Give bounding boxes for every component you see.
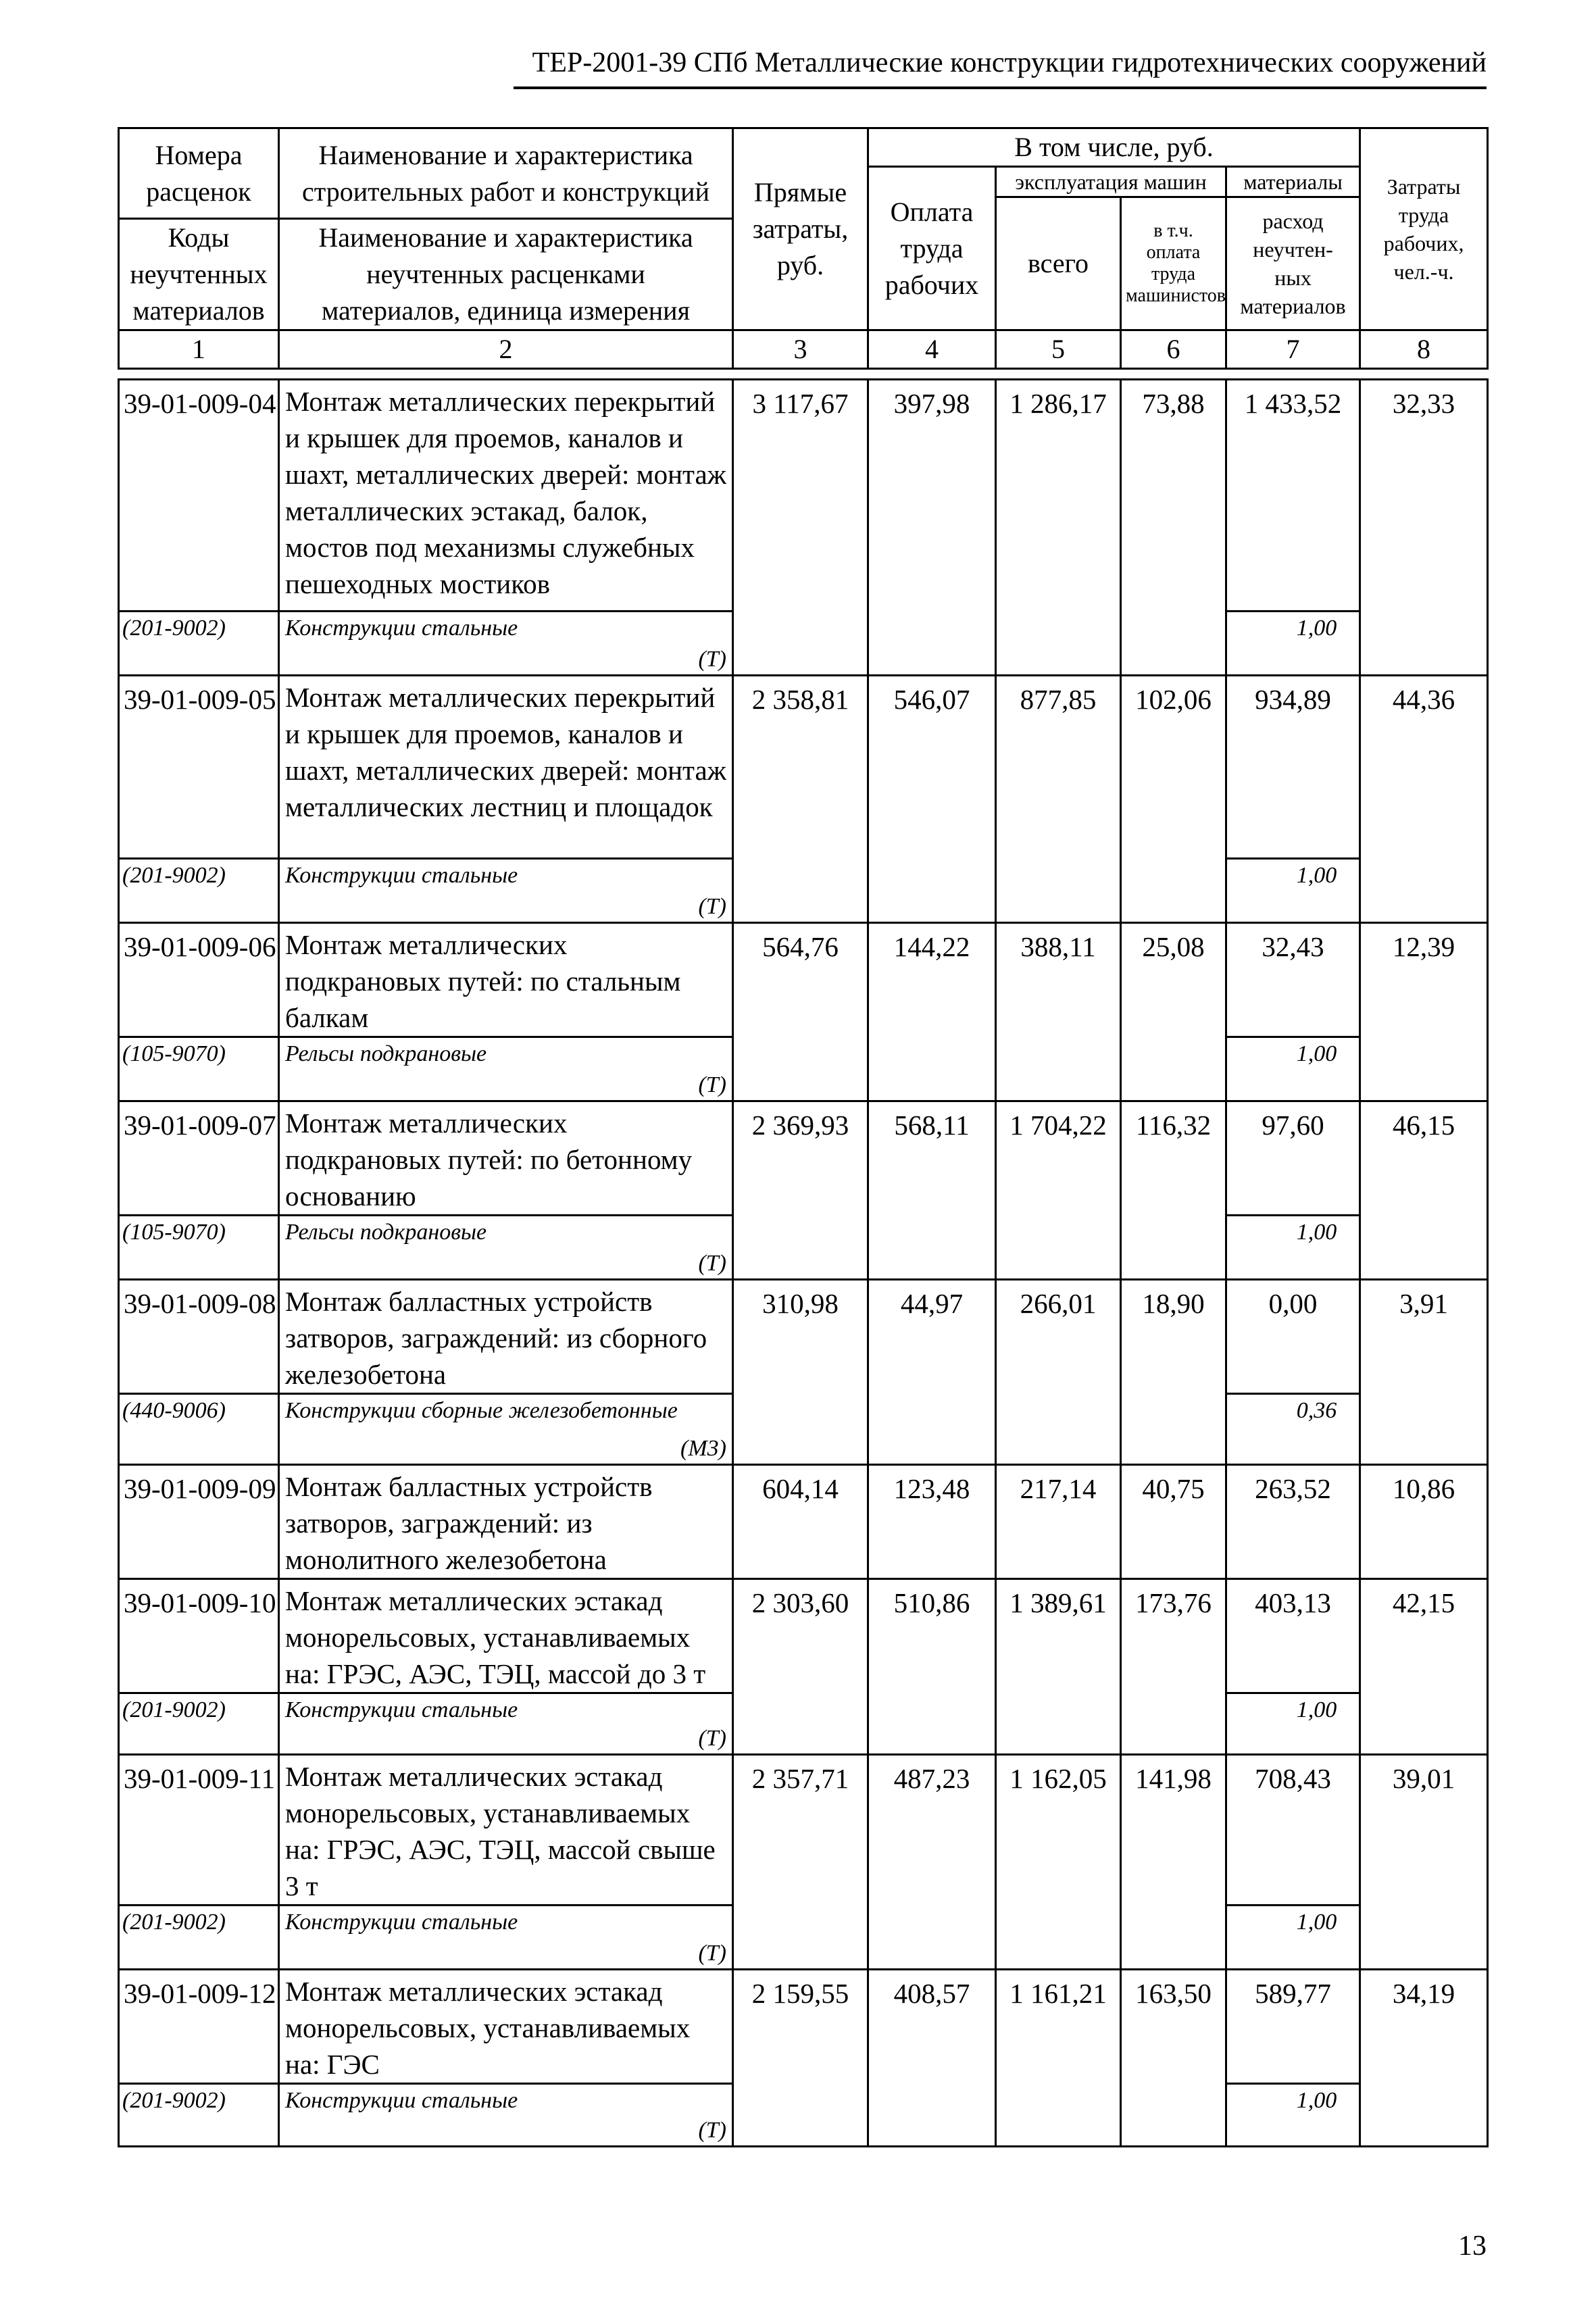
materials-cost: 403,13	[1226, 1579, 1360, 1693]
rate-code: 39-01-009-08	[119, 1280, 279, 1394]
material-name: Конструкции стальные (Т)	[279, 859, 733, 923]
rate-code: 39-01-009-06	[119, 923, 279, 1037]
labor-hours: 39,01	[1360, 1755, 1488, 1970]
header-work-name: Наименование и характеристика строительных работ и конструкций	[279, 128, 733, 219]
machines-total: 266,01	[996, 1280, 1121, 1465]
material-quantity: 1,00	[1226, 612, 1360, 676]
machines-total: 1 286,17	[996, 380, 1121, 676]
material-unit: (Т)	[698, 1726, 726, 1751]
rate-code: 39-01-009-07	[119, 1101, 279, 1216]
work-name: Монтаж металлических эстакад монорельсовых, устанавливаемых на: ГРЭС, АЭС, ТЭЦ, массой до 3 т	[279, 1579, 733, 1693]
labor-pay: 408,57	[868, 1970, 996, 2147]
machinist-pay: 18,90	[1121, 1280, 1226, 1465]
material-name: Конструкции стальные (Т)	[279, 612, 733, 676]
material-quantity: 1,00	[1226, 1216, 1360, 1280]
machinist-pay: 173,76	[1121, 1579, 1226, 1755]
machines-total: 1 704,22	[996, 1101, 1121, 1280]
machines-total: 388,11	[996, 923, 1121, 1101]
header-machinist-pay: в т.ч. оплата труда машинистов	[1121, 197, 1226, 330]
materials-cost: 0,00	[1226, 1280, 1360, 1394]
materials-cost: 263,52	[1226, 1465, 1360, 1579]
rate-code: 39-01-009-11	[119, 1755, 279, 1906]
machines-total: 877,85	[996, 676, 1121, 923]
table-row	[119, 923, 1488, 1037]
table-row	[119, 1280, 1488, 1394]
material-code: (201-9002)	[119, 612, 279, 676]
direct-costs: 2 159,55	[733, 1970, 868, 2147]
labor-pay: 510,86	[868, 1579, 996, 1755]
table-row	[119, 1970, 1488, 2084]
col-number: 5	[996, 330, 1121, 369]
header-including: В том числе, руб.	[868, 128, 1360, 167]
rate-code: 39-01-009-05	[119, 676, 279, 859]
labor-hours: 44,36	[1360, 676, 1488, 923]
materials-cost: 708,43	[1226, 1755, 1360, 1906]
labor-hours: 3,91	[1360, 1280, 1488, 1465]
direct-costs: 3 117,67	[733, 380, 868, 676]
direct-costs: 2 357,71	[733, 1755, 868, 1970]
running-head: ТЕР-2001-39 СПб Металлические конструкции гидротехнических сооружений	[532, 47, 1487, 78]
rate-code: 39-01-009-09	[119, 1465, 279, 1579]
header-labor-pay: Оплата труда рабочих	[868, 167, 996, 330]
header-rule	[514, 86, 1487, 89]
material-code: (105-9070)	[119, 1037, 279, 1101]
header-material-codes: Коды неучтенных материалов	[119, 219, 279, 330]
material-quantity: 0,36	[1226, 1394, 1360, 1465]
machines-total: 1 389,61	[996, 1579, 1121, 1755]
material-unit: (Т)	[698, 1251, 726, 1276]
machinist-pay: 40,75	[1121, 1465, 1226, 1579]
labor-hours: 10,86	[1360, 1465, 1488, 1579]
labor-pay: 546,07	[868, 676, 996, 923]
material-name: Конструкции сборные железобетонные (М3)	[279, 1394, 733, 1465]
material-quantity: 1,00	[1226, 859, 1360, 923]
labor-pay: 487,23	[868, 1755, 996, 1970]
labor-hours: 32,33	[1360, 380, 1488, 676]
material-code: (201-9002)	[119, 1906, 279, 1970]
work-name: Монтаж балластных устройств затворов, заграждений: из сборного железобетона	[279, 1280, 733, 1394]
material-quantity: 1,00	[1226, 2084, 1360, 2147]
rates-table	[118, 378, 1489, 2147]
machinist-pay: 25,08	[1121, 923, 1226, 1101]
material-quantity: 1,00	[1226, 1693, 1360, 1755]
table-row	[119, 380, 1488, 612]
material-name: Рельсы подкрановые (Т)	[279, 1216, 733, 1280]
material-unit: (Т)	[698, 647, 726, 672]
col-number: 1	[119, 330, 279, 369]
table-row	[119, 1755, 1488, 1906]
header-labor-costs: Затраты труда рабочих, чел.-ч.	[1360, 128, 1488, 330]
col-number: 8	[1360, 330, 1488, 369]
rate-code: 39-01-009-10	[119, 1579, 279, 1693]
work-name: Монтаж балластных устройств затворов, заграждений: из монолитного железобетона	[279, 1465, 733, 1579]
material-code: (105-9070)	[119, 1216, 279, 1280]
machinist-pay: 102,06	[1121, 676, 1226, 923]
materials-cost: 589,77	[1226, 1970, 1360, 2084]
direct-costs: 2 369,93	[733, 1101, 868, 1280]
labor-pay: 44,97	[868, 1280, 996, 1465]
material-unit: (Т)	[698, 1941, 726, 1966]
materials-cost: 97,60	[1226, 1101, 1360, 1216]
work-name: Монтаж металлических подкрановых путей: по стальным балкам	[279, 923, 733, 1037]
header-direct-costs: Прямые затраты, руб.	[733, 128, 868, 330]
material-quantity: 1,00	[1226, 1906, 1360, 1970]
direct-costs: 564,76	[733, 923, 868, 1101]
table-row	[119, 1579, 1488, 1693]
machines-total: 1 162,05	[996, 1755, 1121, 1970]
table-row	[119, 1101, 1488, 1216]
labor-hours: 12,39	[1360, 923, 1488, 1101]
material-code: (440-9006)	[119, 1394, 279, 1465]
material-unit: (Т)	[698, 894, 726, 919]
work-name: Монтаж металлических подкрановых путей: по бетонному основанию	[279, 1101, 733, 1216]
header-materials: материалы	[1226, 167, 1360, 197]
header-machines-total: всего	[996, 197, 1121, 330]
col-number: 2	[279, 330, 733, 369]
material-code: (201-9002)	[119, 859, 279, 923]
material-name: Рельсы подкрановые (Т)	[279, 1037, 733, 1101]
material-name: Конструкции стальные (Т)	[279, 1906, 733, 1970]
labor-hours: 34,19	[1360, 1970, 1488, 2147]
header-unaccounted-consumption: расход неучтен-ных материалов	[1226, 197, 1360, 330]
rate-code: 39-01-009-12	[119, 1970, 279, 2084]
direct-costs: 2 303,60	[733, 1579, 868, 1755]
work-name: Монтаж металлических эстакад монорельсовых, устанавливаемых на: ГЭС	[279, 1970, 733, 2084]
material-quantity: 1,00	[1226, 1037, 1360, 1101]
materials-cost: 32,43	[1226, 923, 1360, 1037]
material-code: (201-9002)	[119, 1693, 279, 1755]
material-unit: (Т)	[698, 2118, 726, 2143]
direct-costs: 2 358,81	[733, 676, 868, 923]
work-name: Монтаж металлических перекрытий и крышек для проемов, каналов и шахт, металлических дверей: монтаж металлических лестниц и площадок	[279, 676, 733, 859]
machinist-pay: 116,32	[1121, 1101, 1226, 1280]
col-number: 6	[1121, 330, 1226, 369]
page-number: 13	[1458, 2231, 1487, 2262]
machinist-pay: 73,88	[1121, 380, 1226, 676]
table-row	[119, 1465, 1488, 1579]
materials-cost: 1 433,52	[1226, 380, 1360, 612]
work-name: Монтаж металлических перекрытий и крышек для проемов, каналов и шахт, металлических дверей: монтаж металлических эстакад, балок, мостов под механизмы служебных пешеходных мостиков	[279, 380, 733, 612]
col-number: 4	[868, 330, 996, 369]
header-machine-operation: эксплуатация машин	[996, 167, 1226, 197]
material-unit: (Т)	[698, 1072, 726, 1097]
labor-pay: 144,22	[868, 923, 996, 1101]
header-material-names: Наименование и характеристика неучтенных расценками материалов, единица измерения	[279, 219, 733, 330]
direct-costs: 310,98	[733, 1280, 868, 1465]
labor-hours: 46,15	[1360, 1101, 1488, 1280]
labor-pay: 123,48	[868, 1465, 996, 1579]
table-row	[119, 676, 1488, 859]
labor-hours: 42,15	[1360, 1579, 1488, 1755]
machinist-pay: 163,50	[1121, 1970, 1226, 2147]
labor-pay: 397,98	[868, 380, 996, 676]
machines-total: 217,14	[996, 1465, 1121, 1579]
labor-pay: 568,11	[868, 1101, 996, 1280]
column-header-table	[118, 127, 1489, 370]
col-number: 3	[733, 330, 868, 369]
material-unit: (М3)	[680, 1436, 726, 1461]
rate-code: 39-01-009-04	[119, 380, 279, 612]
work-name: Монтаж металлических эстакад монорельсовых, устанавливаемых на: ГРЭС, АЭС, ТЭЦ, массой свыше 3 т	[279, 1755, 733, 1906]
materials-cost: 934,89	[1226, 676, 1360, 859]
machines-total: 1 161,21	[996, 1970, 1121, 2147]
material-name: Конструкции стальные (Т)	[279, 2084, 733, 2147]
material-code: (201-9002)	[119, 2084, 279, 2147]
machinist-pay: 141,98	[1121, 1755, 1226, 1970]
header-rate-numbers: Номера расценок	[119, 128, 279, 219]
direct-costs: 604,14	[733, 1465, 868, 1579]
col-number: 7	[1226, 330, 1360, 369]
material-name: Конструкции стальные (Т)	[279, 1693, 733, 1755]
